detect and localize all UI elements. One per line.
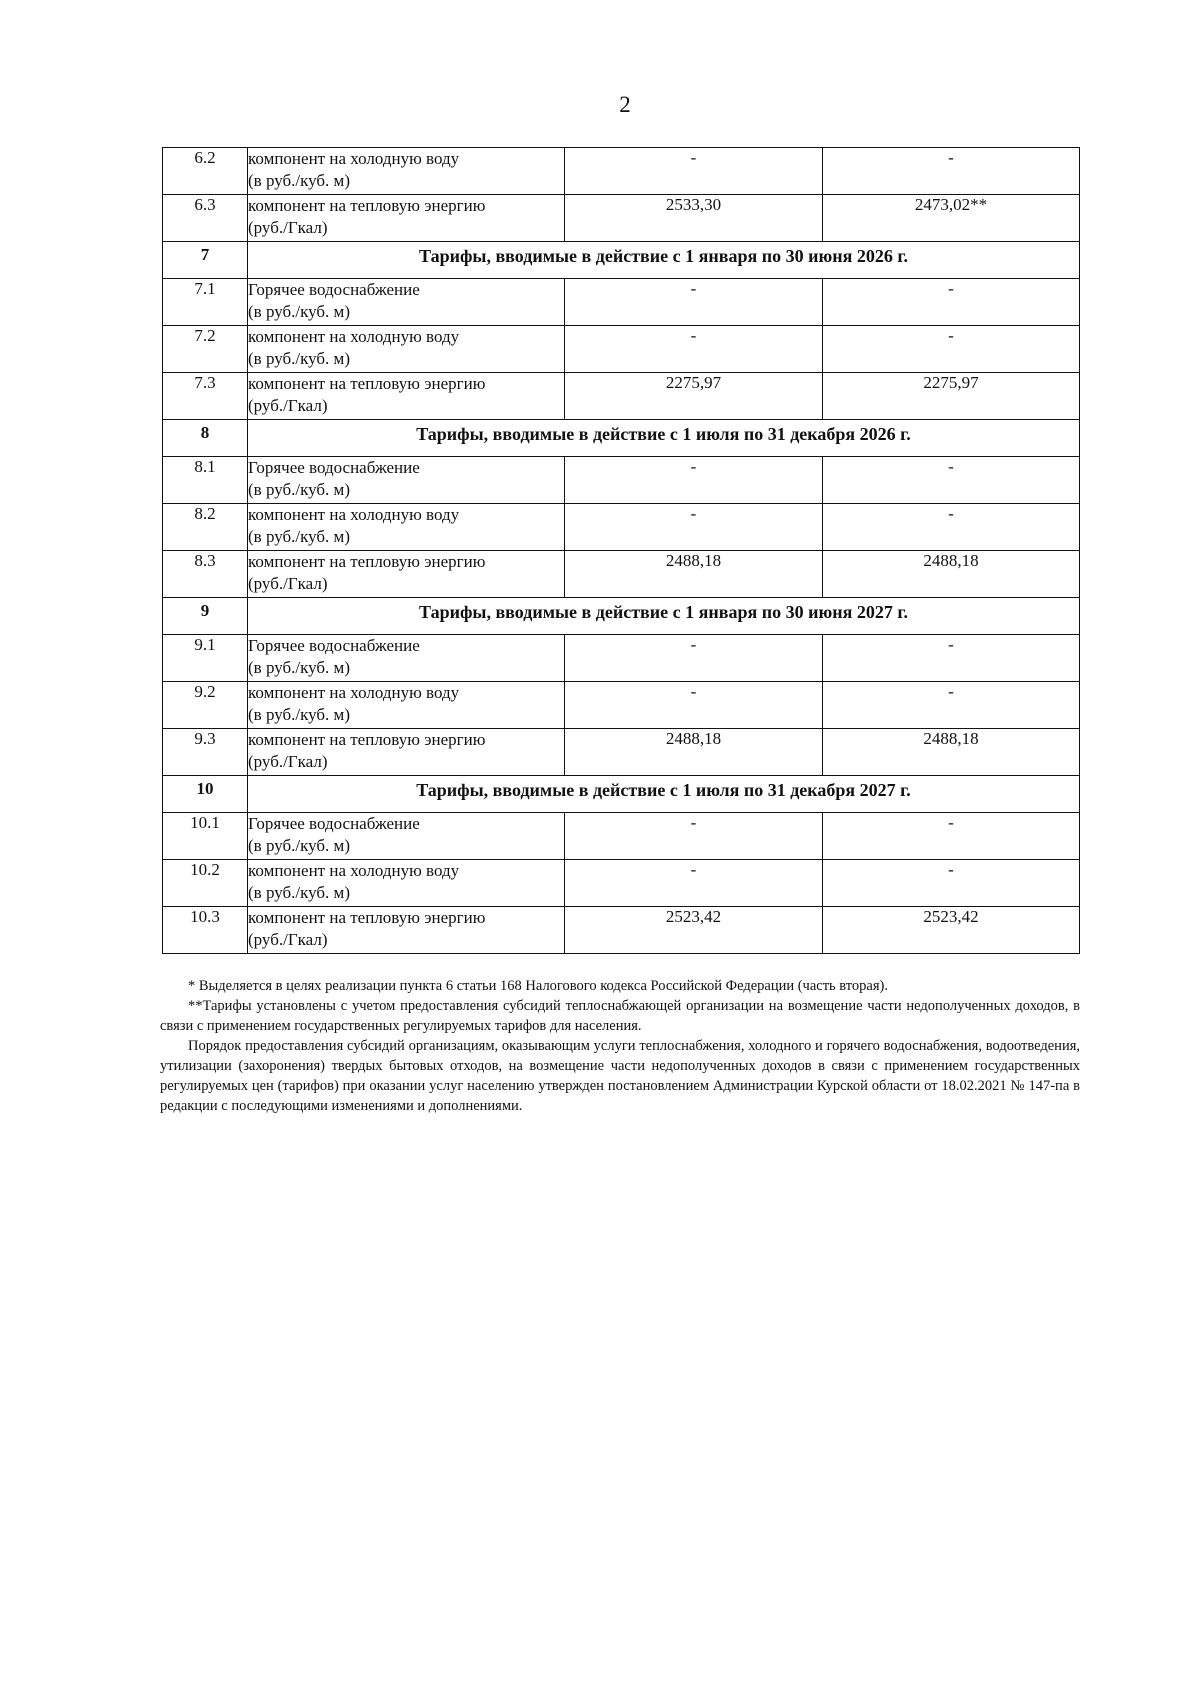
tariff-value-excl-vat: 2275,97 xyxy=(565,373,823,420)
section-number: 9 xyxy=(163,598,248,635)
tariff-value-population: - xyxy=(823,635,1080,682)
table-row xyxy=(163,860,1080,907)
row-name-line: (руб./Гкал) xyxy=(248,574,328,593)
section-title: Тарифы, вводимые в действие с 1 января по 30 июня 2027 г. xyxy=(248,598,1080,635)
row-name xyxy=(248,373,565,420)
footnote-subsidy: **Тарифы установлены с учетом предоставления субсидий теплоснабжающей организации на возмещение части недополученных доходов, в связи с применением государственных регулируемых тарифов для населения. xyxy=(160,998,1080,1034)
row-name xyxy=(248,682,565,729)
table-row xyxy=(163,729,1080,776)
section-header-row xyxy=(163,242,1080,279)
tariff-value-population: 2523,42 xyxy=(823,907,1080,954)
section-title: Тарифы, вводимые в действие с 1 июля по 31 декабря 2027 г. xyxy=(248,776,1080,813)
row-name-line: (в руб./куб. м) xyxy=(248,705,350,724)
section-number: 7 xyxy=(163,242,248,279)
table-row xyxy=(163,635,1080,682)
row-name-line: (в руб./куб. м) xyxy=(248,480,350,499)
row-name xyxy=(248,729,565,776)
notes xyxy=(160,976,1080,1116)
tariff-table xyxy=(162,147,1080,954)
tariff-value-population: - xyxy=(823,148,1080,195)
tariff-value-population: 2488,18 xyxy=(823,551,1080,598)
row-number: 8.3 xyxy=(163,551,248,598)
row-number: 10.1 xyxy=(163,813,248,860)
table-row xyxy=(163,907,1080,954)
tariff-value-excl-vat: - xyxy=(565,148,823,195)
table-row xyxy=(163,682,1080,729)
row-number: 9.3 xyxy=(163,729,248,776)
row-number: 8.2 xyxy=(163,504,248,551)
row-name xyxy=(248,279,565,326)
row-name-line: Горячее водоснабжение xyxy=(248,458,420,477)
table-row xyxy=(163,373,1080,420)
row-name-line: компонент на холодную воду xyxy=(248,149,460,168)
subsidy-procedure-paragraph: Порядок предоставления субсидий организациям, оказывающим услуги теплоснабжения, холодного и горячего водоснабжения, водоотведения, утилизации (захоронения) твердых бытовых отходов, на возмещение части недополученных доходов в связи с применением государственных регулируемых цен (тарифов) при оказании услуг населению утвержден постановлением Администрации Курской области от 18.02.2021 № 147-па в редакции с последующими изменениями и дополнениями. xyxy=(160,1038,1080,1114)
row-name-line: компонент на тепловую энергию xyxy=(248,552,486,571)
row-name xyxy=(248,195,565,242)
row-name-line: Горячее водоснабжение xyxy=(248,814,420,833)
row-name-line: компонент на тепловую энергию xyxy=(248,374,486,393)
row-number: 9.2 xyxy=(163,682,248,729)
tariff-value-population: - xyxy=(823,504,1080,551)
row-name xyxy=(248,457,565,504)
row-name-line: (в руб./куб. м) xyxy=(248,836,350,855)
row-name xyxy=(248,326,565,373)
tariff-value-excl-vat: 2488,18 xyxy=(565,551,823,598)
tariff-table-body xyxy=(163,148,1080,954)
row-name-line: Горячее водоснабжение xyxy=(248,280,420,299)
tariff-value-excl-vat: - xyxy=(565,279,823,326)
row-name-line: (руб./Гкал) xyxy=(248,930,328,949)
tariff-value-population: - xyxy=(823,457,1080,504)
table-row xyxy=(163,551,1080,598)
row-name-line: (руб./Гкал) xyxy=(248,218,328,237)
tariff-value-excl-vat: - xyxy=(565,635,823,682)
row-name-line: (в руб./куб. м) xyxy=(248,658,350,677)
row-number: 7.2 xyxy=(163,326,248,373)
row-name-line: (в руб./куб. м) xyxy=(248,883,350,902)
row-name-line: компонент на тепловую энергию xyxy=(248,196,486,215)
row-name-line: (руб./Гкал) xyxy=(248,396,328,415)
table-row xyxy=(163,504,1080,551)
row-name-line: (в руб./куб. м) xyxy=(248,171,350,190)
row-number: 6.2 xyxy=(163,148,248,195)
row-name-line: компонент на холодную воду xyxy=(248,683,460,702)
tariff-value-population: 2473,02** xyxy=(823,195,1080,242)
section-header-row xyxy=(163,776,1080,813)
row-name-line: Горячее водоснабжение xyxy=(248,636,420,655)
table-row xyxy=(163,813,1080,860)
tariff-value-excl-vat: 2523,42 xyxy=(565,907,823,954)
row-name-line: (в руб./куб. м) xyxy=(248,302,350,321)
row-number: 7.3 xyxy=(163,373,248,420)
tariff-value-population: - xyxy=(823,682,1080,729)
row-number: 10.2 xyxy=(163,860,248,907)
section-header-row xyxy=(163,598,1080,635)
section-header-row xyxy=(163,420,1080,457)
row-name xyxy=(248,635,565,682)
tariff-value-excl-vat: 2488,18 xyxy=(565,729,823,776)
table-row xyxy=(163,326,1080,373)
section-title: Тарифы, вводимые в действие с 1 января по 30 июня 2026 г. xyxy=(248,242,1080,279)
row-name-line: (руб./Гкал) xyxy=(248,752,328,771)
tariff-value-population: - xyxy=(823,813,1080,860)
row-name-line: компонент на холодную воду xyxy=(248,505,460,524)
table-row xyxy=(163,457,1080,504)
section-title: Тарифы, вводимые в действие с 1 июля по 31 декабря 2026 г. xyxy=(248,420,1080,457)
footnote-vat: * Выделяется в целях реализации пункта 6 статьи 168 Налогового кодекса Российской Федерации (часть вторая). xyxy=(188,978,888,994)
row-name xyxy=(248,504,565,551)
row-name xyxy=(248,551,565,598)
row-name-line: (в руб./куб. м) xyxy=(248,527,350,546)
row-name xyxy=(248,907,565,954)
tariff-value-excl-vat: - xyxy=(565,457,823,504)
table-row xyxy=(163,148,1080,195)
row-name-line: компонент на тепловую энергию xyxy=(248,730,486,749)
row-name-line: (в руб./куб. м) xyxy=(248,349,350,368)
tariff-value-excl-vat: - xyxy=(565,504,823,551)
row-name xyxy=(248,813,565,860)
row-number: 9.1 xyxy=(163,635,248,682)
page-number: 2 xyxy=(619,92,631,117)
tariff-value-population: - xyxy=(823,860,1080,907)
tariff-value-excl-vat: 2533,30 xyxy=(565,195,823,242)
row-name xyxy=(248,860,565,907)
row-number: 6.3 xyxy=(163,195,248,242)
section-number: 8 xyxy=(163,420,248,457)
tariff-value-excl-vat: - xyxy=(565,326,823,373)
tariff-value-population: - xyxy=(823,326,1080,373)
tariff-value-population: 2275,97 xyxy=(823,373,1080,420)
tariff-value-population: - xyxy=(823,279,1080,326)
tariff-value-population: 2488,18 xyxy=(823,729,1080,776)
row-number: 7.1 xyxy=(163,279,248,326)
row-name-line: компонент на тепловую энергию xyxy=(248,908,486,927)
row-number: 8.1 xyxy=(163,457,248,504)
table-row xyxy=(163,195,1080,242)
tariff-value-excl-vat: - xyxy=(565,813,823,860)
tariff-value-excl-vat: - xyxy=(565,682,823,729)
row-name xyxy=(248,148,565,195)
tariff-value-excl-vat: - xyxy=(565,860,823,907)
row-name-line: компонент на холодную воду xyxy=(248,327,460,346)
row-name-line: компонент на холодную воду xyxy=(248,861,460,880)
row-number: 10.3 xyxy=(163,907,248,954)
section-number: 10 xyxy=(163,776,248,813)
table-row xyxy=(163,279,1080,326)
